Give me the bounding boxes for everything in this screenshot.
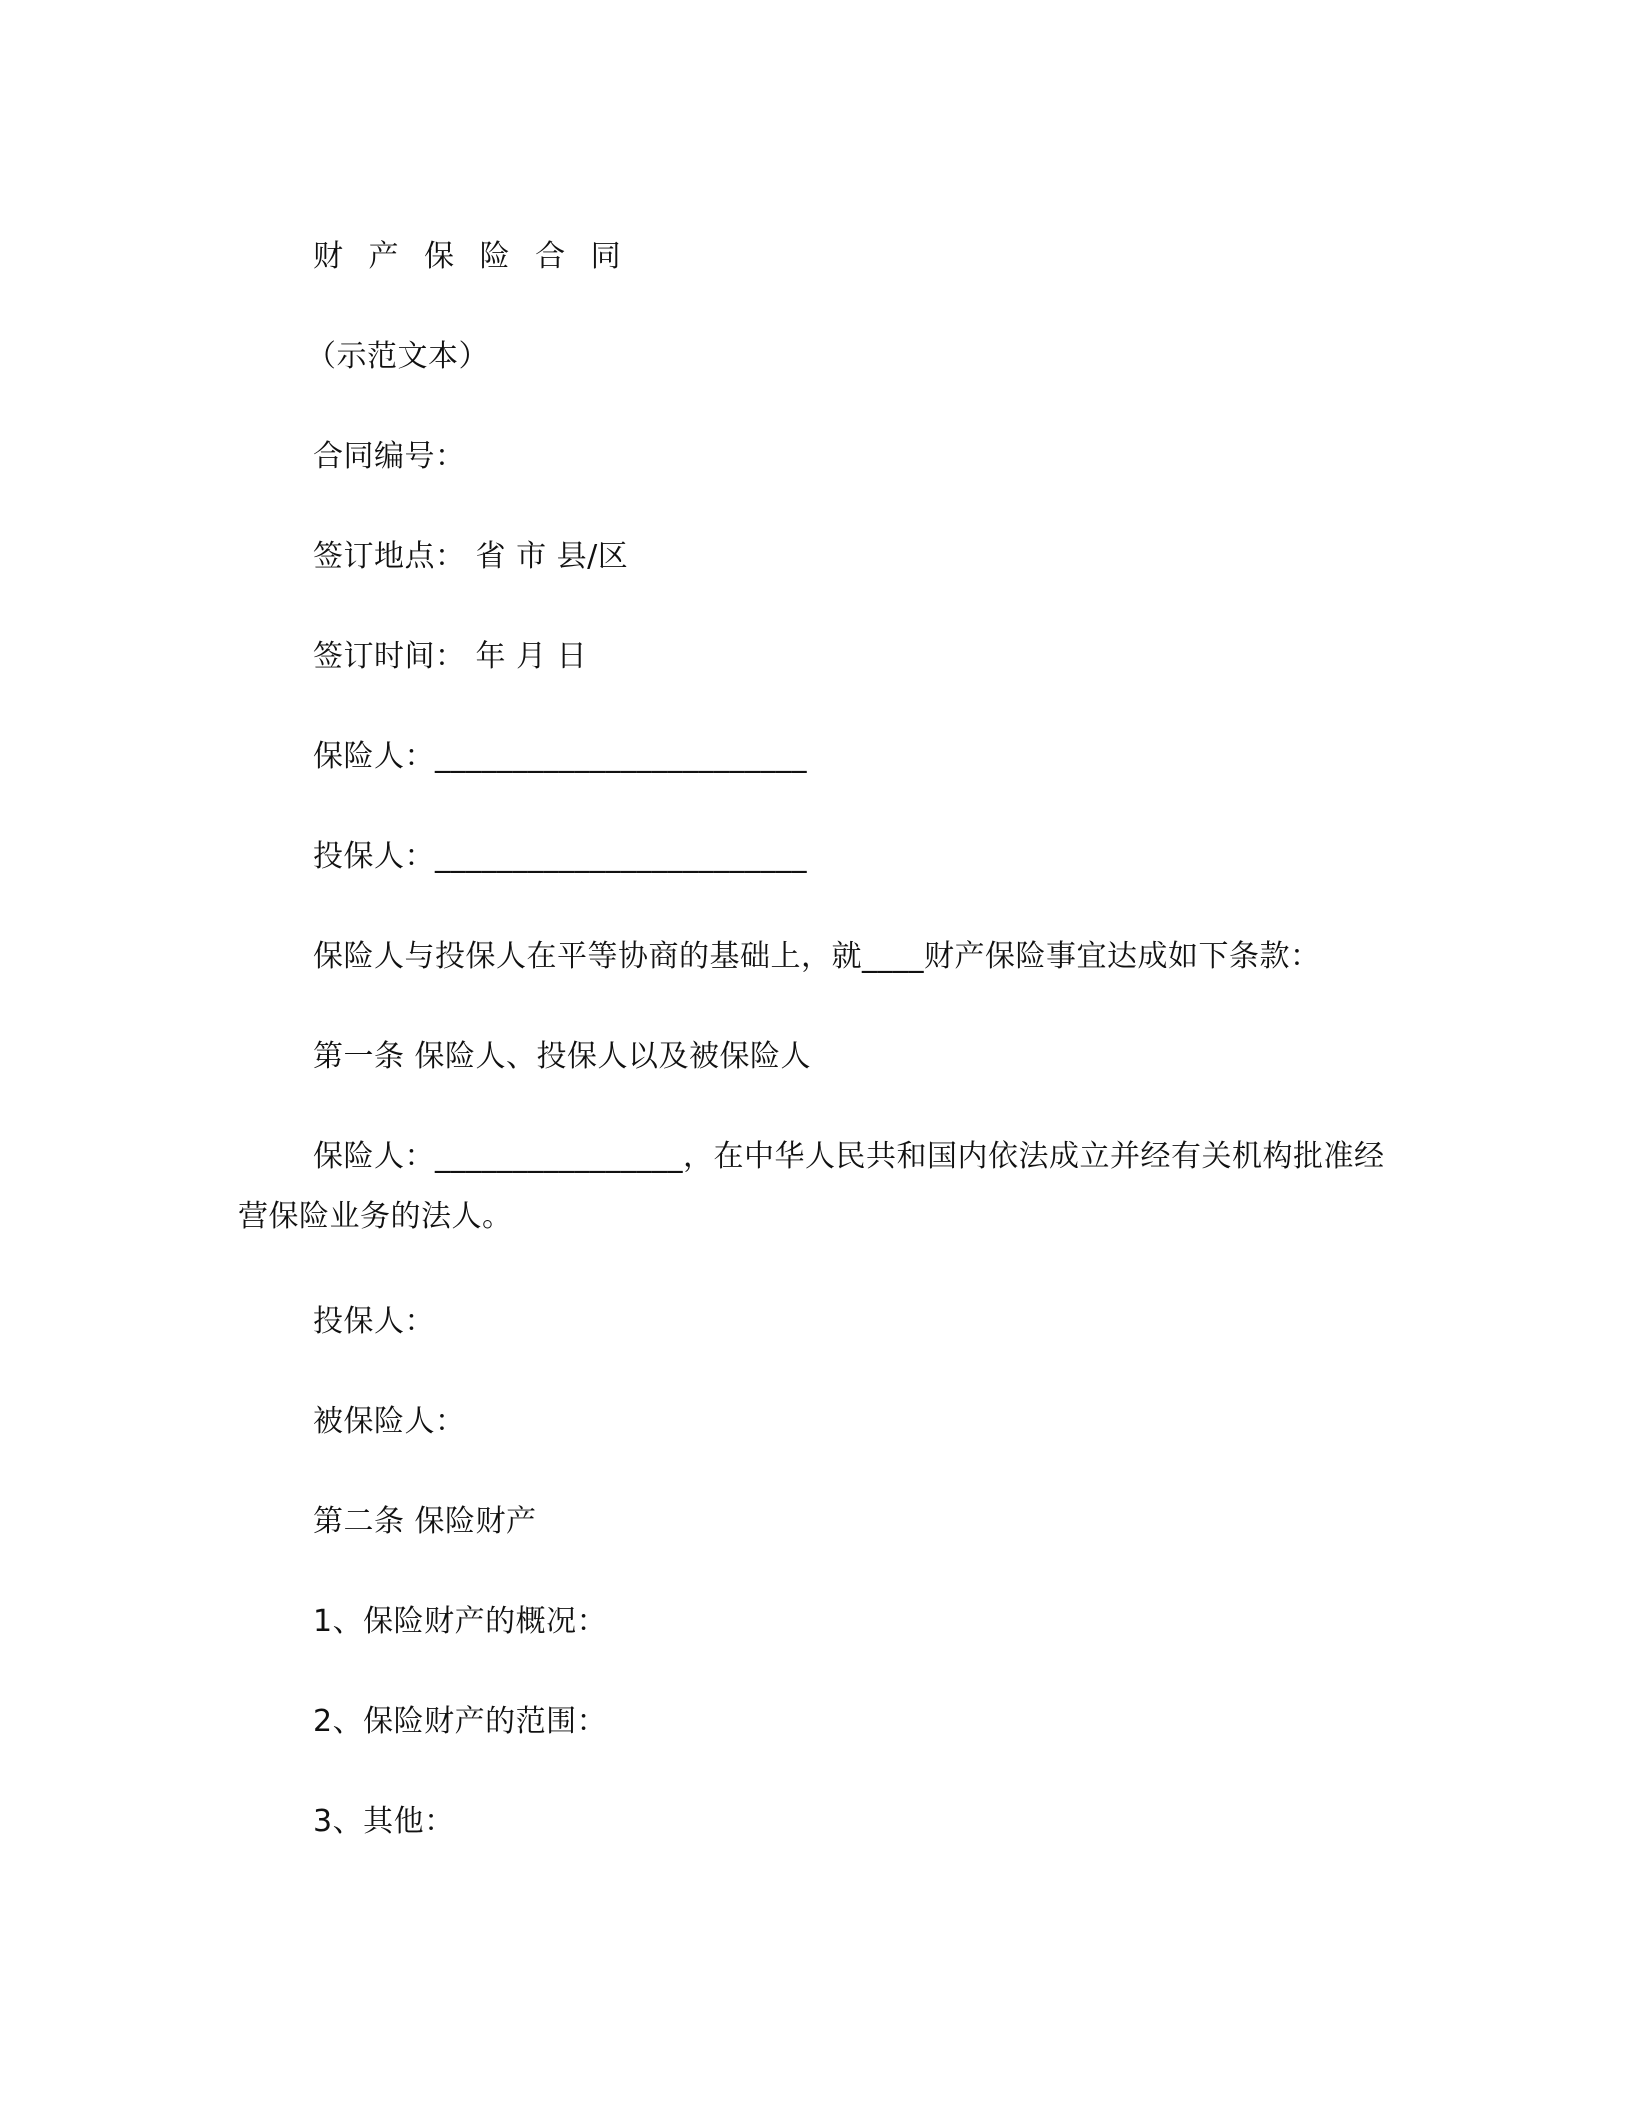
contract-number-label: 合同编号： xyxy=(313,439,466,474)
article1-insured-label: 被保险人： xyxy=(313,1404,466,1439)
article1-applicant-label: 投保人： xyxy=(313,1304,435,1339)
article1-insurer-paragraph: 保险人：________________，在中华人民共和国内依法成立并经有关机构批准经营保险业务的法人。 xyxy=(238,1139,1385,1234)
article1-heading: 第一条 保险人、投保人以及被保险人 xyxy=(313,1039,812,1074)
document-title: 财 产 保 险 合 同 xyxy=(313,239,629,274)
article2-heading: 第二条 保险财产 xyxy=(313,1504,537,1539)
article2-item-2: 2、保险财产的范围： xyxy=(313,1704,608,1739)
sign-time-line: 签订时间： 年 月 日 xyxy=(313,639,588,674)
sign-place-line: 签订地点： 省 市 县/区 xyxy=(313,539,629,574)
article2-item-3: 3、其他： xyxy=(313,1804,455,1839)
applicant-line: 投保人：________________________ xyxy=(313,839,807,874)
intro-paragraph: 保险人与投保人在平等协商的基础上，就____财产保险事宜达成如下条款： xyxy=(313,939,1321,974)
insurer-line: 保险人：________________________ xyxy=(313,739,807,774)
article2-item-1: 1、保险财产的概况： xyxy=(313,1604,608,1639)
document-subtitle: （示范文本） xyxy=(306,339,489,374)
